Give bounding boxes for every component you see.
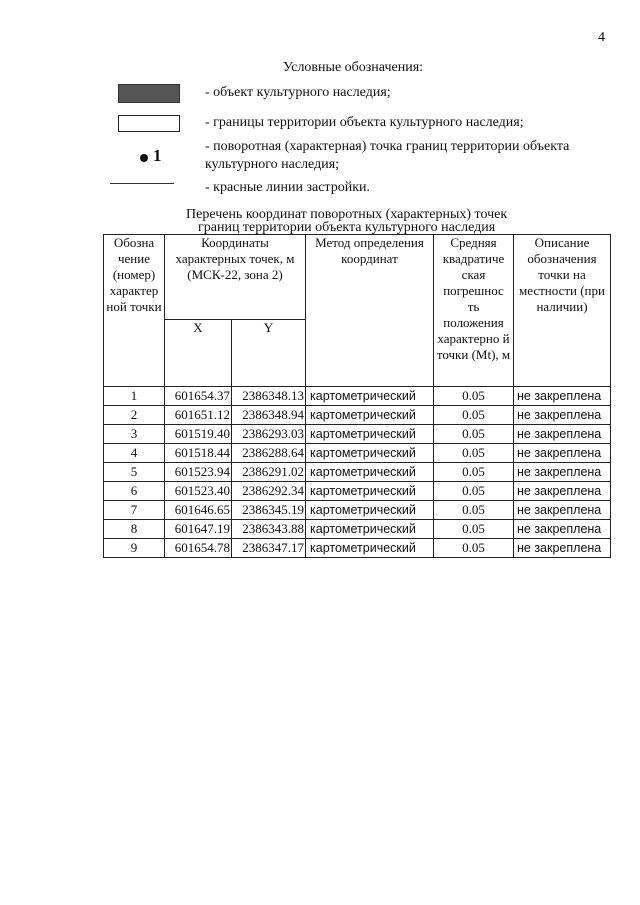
method-cell: картометрический (306, 539, 434, 558)
table-caption-line2: границ территории объекта культурного наследия (198, 220, 496, 235)
description-cell: не закреплена (514, 539, 611, 558)
method-cell: картометрический (306, 425, 434, 444)
coordinates-table (103, 234, 611, 558)
header-error: Средняя квадратиче ская погрешнос ть положения характерно й точки (Mt), м (434, 235, 514, 387)
point-number-cell: 4 (104, 444, 165, 463)
x-coordinate-cell: 601518.44 (165, 444, 232, 463)
point-number-cell: 6 (104, 482, 165, 501)
turning-point-symbol-number: 1 (153, 146, 162, 165)
mt-cell: 0.05 (434, 387, 514, 406)
x-coordinate-cell: 601523.40 (165, 482, 232, 501)
description-cell: не закреплена (514, 387, 611, 406)
table-row (104, 387, 611, 406)
point-number-cell: 5 (104, 463, 165, 482)
x-coordinate-cell: 601647.19 (165, 520, 232, 539)
table-body (104, 387, 611, 558)
x-coordinate-cell: 601519.40 (165, 425, 232, 444)
header-method: Метод определения координат (306, 235, 434, 387)
legend-boundary-label: - границы территории объекта культурного наследия; (205, 115, 524, 130)
boundary-swatch (118, 115, 180, 132)
header-designation: Обозна чение (номер) характер ной точки (104, 235, 165, 387)
x-coordinate-cell: 601654.78 (165, 539, 232, 558)
mt-cell: 0.05 (434, 406, 514, 425)
point-number-cell: 9 (104, 539, 165, 558)
y-coordinate-cell: 2386348.94 (232, 406, 306, 425)
table-row (104, 463, 611, 482)
x-coordinate-cell: 601654.37 (165, 387, 232, 406)
method-cell: картометрический (306, 501, 434, 520)
legend-point-label-line2: культурного наследия; (205, 157, 340, 172)
table-row (104, 406, 611, 425)
mt-cell: 0.05 (434, 425, 514, 444)
page-number: 4 (598, 30, 605, 45)
method-cell: картометрический (306, 520, 434, 539)
description-cell: не закреплена (514, 520, 611, 539)
method-cell: картометрический (306, 482, 434, 501)
mt-cell: 0.05 (434, 444, 514, 463)
method-cell: картометрический (306, 444, 434, 463)
point-number-cell: 2 (104, 406, 165, 425)
description-cell: не закреплена (514, 406, 611, 425)
mt-cell: 0.05 (434, 539, 514, 558)
y-coordinate-cell: 2386293.03 (232, 425, 306, 444)
table-row (104, 425, 611, 444)
point-number-cell: 7 (104, 501, 165, 520)
y-coordinate-cell: 2386345.19 (232, 501, 306, 520)
red-line-swatch (110, 183, 174, 184)
mt-cell: 0.05 (434, 520, 514, 539)
y-coordinate-cell: 2386288.64 (232, 444, 306, 463)
y-coordinate-cell: 2386343.88 (232, 520, 306, 539)
legend-red-lines-label: - красные линии застройки. (205, 180, 370, 195)
x-coordinate-cell: 601523.94 (165, 463, 232, 482)
x-coordinate-cell: 601651.12 (165, 406, 232, 425)
legend-point-label-line1: - поворотная (характерная) точка границ территории объекта (205, 139, 570, 154)
description-cell: не закреплена (514, 482, 611, 501)
x-coordinate-cell: 601646.65 (165, 501, 232, 520)
y-coordinate-cell: 2386348.13 (232, 387, 306, 406)
table-row (104, 501, 611, 520)
header-y: Y (232, 320, 306, 387)
heritage-object-swatch (118, 84, 180, 103)
table-caption-line1: Перечень координат поворотных (характерных) точек (186, 207, 508, 222)
table-row (104, 444, 611, 463)
method-cell: картометрический (306, 387, 434, 406)
point-number-cell: 1 (104, 387, 165, 406)
description-cell: не закреплена (514, 501, 611, 520)
header-coordinates: Координаты характерных точек, м (МСК-22, зона 2) (165, 235, 306, 320)
turning-point-dot-icon (140, 154, 148, 162)
point-number-cell: 3 (104, 425, 165, 444)
header-x: X (165, 320, 232, 387)
mt-cell: 0.05 (434, 463, 514, 482)
legend-heritage-label: - объект культурного наследия; (205, 85, 391, 100)
description-cell: не закреплена (514, 425, 611, 444)
mt-cell: 0.05 (434, 482, 514, 501)
y-coordinate-cell: 2386291.02 (232, 463, 306, 482)
table-row (104, 520, 611, 539)
y-coordinate-cell: 2386292.34 (232, 482, 306, 501)
description-cell: не закреплена (514, 444, 611, 463)
method-cell: картометрический (306, 406, 434, 425)
header-description: Описание обозначения точки на местности (при наличии) (514, 235, 611, 387)
legend-title: Условные обозначения: (283, 60, 424, 75)
mt-cell: 0.05 (434, 501, 514, 520)
point-number-cell: 8 (104, 520, 165, 539)
table-row (104, 539, 611, 558)
y-coordinate-cell: 2386347.17 (232, 539, 306, 558)
method-cell: картометрический (306, 463, 434, 482)
description-cell: не закреплена (514, 463, 611, 482)
table-row (104, 482, 611, 501)
